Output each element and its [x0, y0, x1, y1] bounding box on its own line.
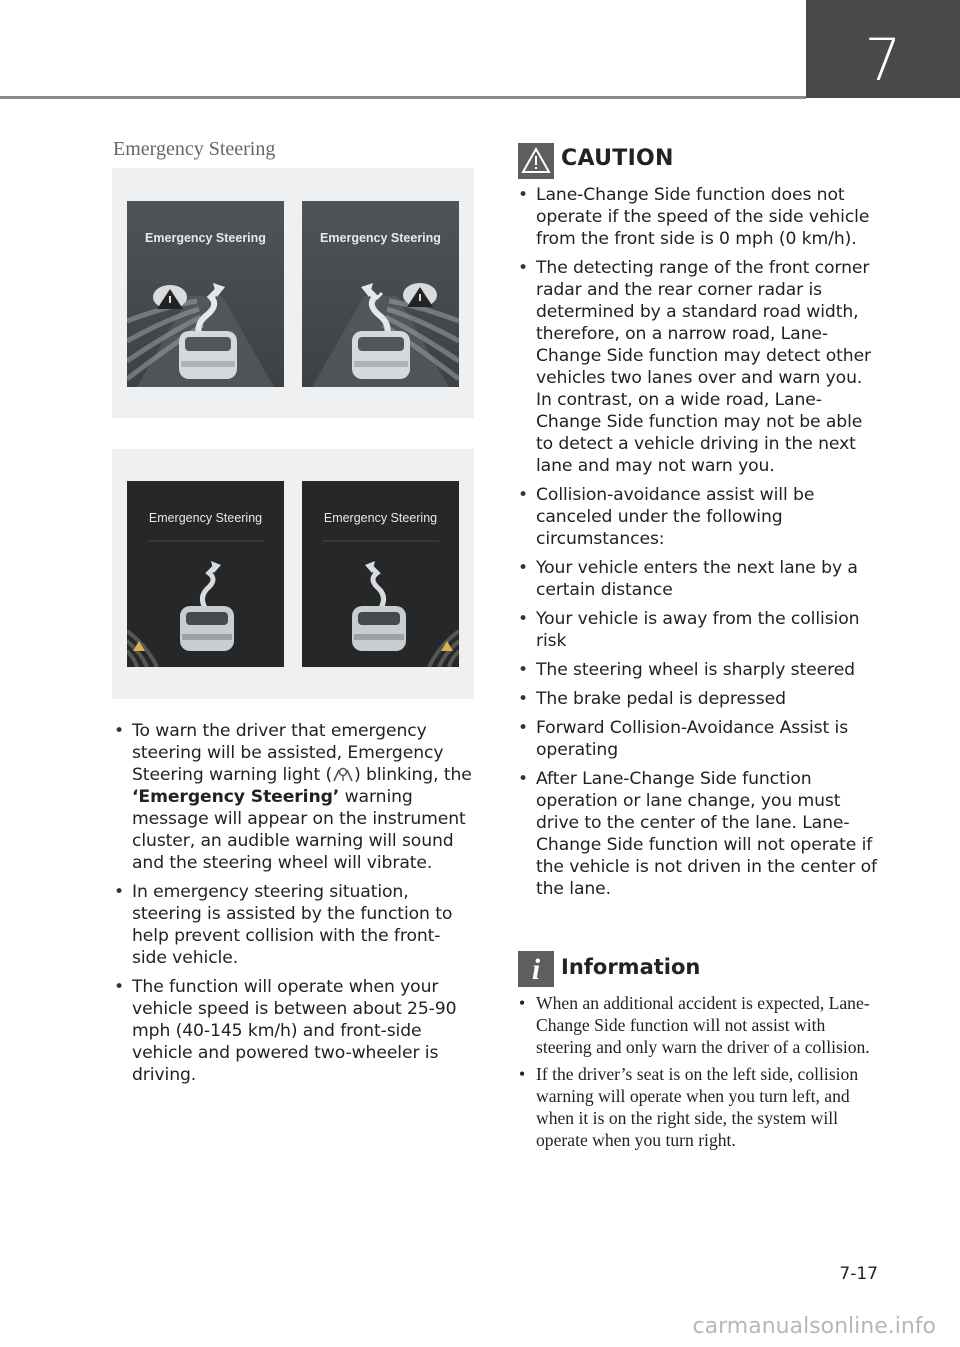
cluster-screen-right-dark	[302, 481, 459, 667]
cluster-screen-left	[127, 201, 284, 387]
info-icon: i	[518, 951, 554, 987]
screen-title: Emergency Steering	[148, 511, 263, 525]
list-item: • The steering wheel is sharply steered	[517, 659, 882, 681]
header-rule	[0, 96, 806, 99]
warning-triangle-icon	[518, 143, 554, 179]
steering-left-illustration	[127, 201, 284, 387]
caution-label: CAUTION	[561, 146, 674, 171]
list-item: • The function will operate when your vehicle speed is between about 25-90 mph (40-145 km/h) and front-side vehicle and powered two-wheeler is driving.	[113, 976, 473, 1086]
figure-emergency-steering-display-2	[112, 449, 474, 699]
watermark: carmanualsonline.info	[692, 1314, 936, 1339]
list-item: • Your vehicle enters the next lane by a certain distance	[517, 557, 882, 601]
list-item: • After Lane-Change Side function operation or lane change, you must drive to the center of the lane. Lane-Change Side function will not operate if the vehicle is not driven in the center of the lane.	[517, 768, 882, 900]
figure-emergency-steering-display-1	[112, 168, 474, 418]
cluster-screen-right	[302, 201, 459, 387]
information-list	[518, 992, 883, 1156]
steering-right-illustration	[302, 201, 459, 387]
list-item: • Collision-avoidance assist will be canceled under the following circumstances:	[517, 484, 882, 550]
screen-title: Emergency Steering	[145, 231, 266, 245]
list-item: • In emergency steering situation, steering is assisted by the function to help prevent collision with the front-side vehicle.	[113, 881, 473, 969]
list-item: • Lane-Change Side function does not operate if the speed of the side vehicle from the front side is 0 mph (0 km/h).	[517, 184, 882, 250]
list-item: • Your vehicle is away from the collision risk	[517, 608, 882, 652]
section-title: Emergency Steering	[113, 138, 276, 160]
caution-list	[517, 184, 882, 907]
list-item: • To warn the driver that emergency steering will be assisted, Emergency Steering warning light ( ) blinking, the ‘Emergency Steering’ warning message will appear on the instrument cluster, an audible warning will sound and the steering wheel will vibrate.	[113, 720, 473, 874]
steering-right-dark-illustration	[302, 481, 459, 667]
screen-title: Emergency Steering	[320, 231, 441, 245]
page-number: 7-17	[839, 1264, 878, 1284]
list-item: • If the driver’s seat is on the left side, collision warning will operate when you turn left, and when it is on the right side, the system will operate when you turn right.	[518, 1063, 883, 1151]
information-label: Information	[561, 955, 701, 979]
steering-left-dark-illustration	[127, 481, 284, 667]
screen-title: Emergency Steering	[323, 511, 438, 525]
list-item: • Forward Collision-Avoidance Assist is operating	[517, 717, 882, 761]
chapter-tab: 7	[806, 0, 960, 98]
cluster-screen-left-dark	[127, 481, 284, 667]
list-item: • When an additional accident is expected, Lane-Change Side function will not assist with steering and only warn the driver of a collision.	[518, 992, 883, 1058]
list-item: • The detecting range of the front corner radar and the rear corner radar is determined by a standard road width, therefore, on a narrow road, Lane-Change Side function may detect other vehicles two lanes over and warn you. In contrast, on a wide road, Lane-Change Side function may not be able to detect a vehicle driving in the next lane and may not warn you.	[517, 257, 882, 477]
emergency-steering-icon	[332, 766, 354, 782]
emergency-steering-description	[113, 720, 473, 1093]
list-item: • The brake pedal is depressed	[517, 688, 882, 710]
